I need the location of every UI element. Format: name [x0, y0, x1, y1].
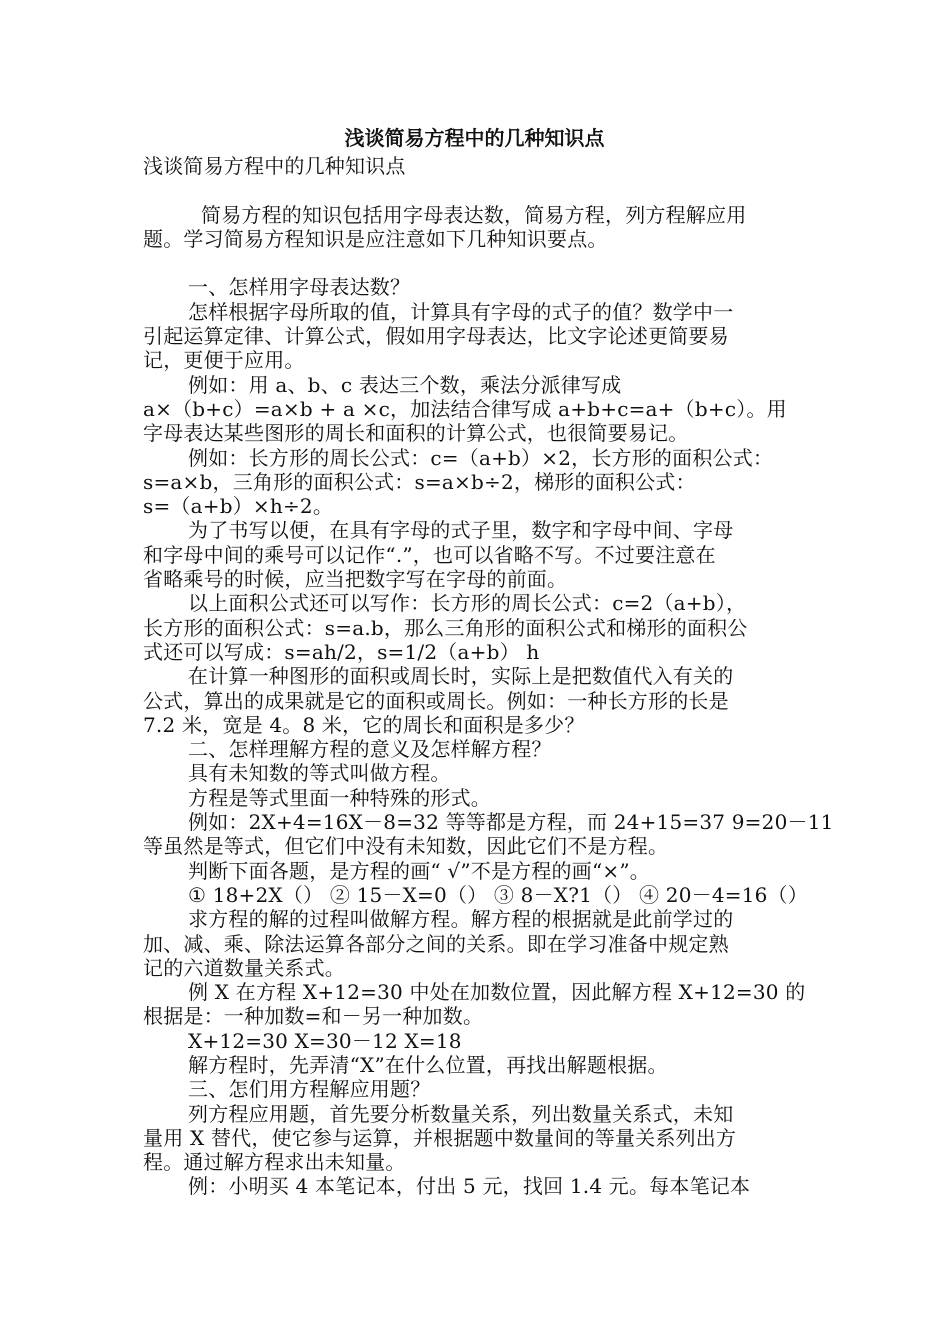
document-title: 浅谈简易方程中的几种知识点 — [344, 126, 605, 150]
text-line: 三、怎们用方程解应用题？ — [188, 1077, 431, 1102]
text-line: 怎样根据字母所取的值，计算具有字母的式子的值？数学中一 — [188, 299, 734, 324]
text-line: a×（b+c）=a×b + a ×c，加法结合律写成 a+b+c=a+（b+c）。用 — [143, 396, 787, 421]
text-line: 记的六道数量关系式。 — [143, 955, 345, 980]
text-line: 在计算一种图形的面积或周长时，实际上是把数值代入有关的 — [188, 664, 734, 689]
document-page — [143, 124, 834, 1199]
text-line: 例如：2X+4=16X－8=32 等等都是方程，而 24+15=37 9=20－11 — [188, 810, 834, 835]
text-line: 题。学习简易方程知识是应注意如下几种知识要点。 — [143, 226, 608, 251]
text-line: 记，更便于应用。 — [143, 348, 305, 373]
text-line: 浅谈简易方程中的几种知识点 — [143, 154, 406, 178]
text-line: 例：小明买 4 本笔记本，付出 5 元，找回 1.4 元。每本笔记本 — [188, 1174, 751, 1199]
text-line: 等虽然是等式，但它们中没有未知数，因此它们不是方程。 — [143, 834, 669, 859]
text-line: ① 18+2X（） ② 15－X=0（） ③ 8－X?1（） ④ 20－4=16（） — [188, 882, 808, 907]
text-line: 加、减、乘、除法运算各部分之间的关系。即在学习准备中规定熟 — [143, 931, 729, 956]
text-line: 具有未知数的等式叫做方程。 — [188, 761, 451, 786]
text-line: 7.2 米，宽是 4。8 米，它的周长和面积是多少？ — [143, 712, 585, 737]
text-line: 和字母中间的乘号可以记作“.”，也可以省略不写。不过要注意在 — [143, 542, 716, 567]
text-line: 引起运算定律、计算公式，假如用字母表达，比文字论述更简要易 — [143, 324, 729, 349]
text-line: 简易方程的知识包括用字母表达数，简易方程，列方程解应用 — [201, 202, 747, 227]
text-line: 一、怎样用字母表达数？ — [188, 275, 411, 300]
text-line: 长方形的面积公式：s=a.b，那么三角形的面积公式和梯形的面积公 — [143, 615, 748, 640]
text-line: s=a×b，三角形的面积公式：s=a×b÷2，梯形的面积公式： — [143, 469, 696, 494]
blank-line — [143, 178, 806, 202]
text-line: 例如：用 a、b、c 表达三个数，乘法分派律写成 — [188, 372, 622, 397]
text-line: 例 X 在方程 X+12=30 中处在加数位置，因此解方程 X+12=30 的 — [188, 980, 806, 1005]
text-line: 列方程应用题，首先要分析数量关系，列出数量关系式，未知 — [188, 1101, 734, 1126]
text-line: 式还可以写成：s=ah/2，s=1/2（a+b） h — [143, 639, 540, 664]
text-line: 二、怎样理解方程的意义及怎样解方程？ — [188, 737, 552, 762]
text-line: 方程是等式里面一种特殊的形式。 — [188, 785, 491, 810]
text-line: s=（a+b）×h÷2。 — [143, 494, 334, 519]
text-line: 根据是：一种加数=和－另一种加数。 — [143, 1004, 484, 1029]
text-line: 字母表达某些图形的周长和面积的计算公式，也很简要易记。 — [143, 421, 689, 446]
text-line: X+12=30 X=30－12 X=18 — [188, 1028, 462, 1053]
text-line: 省略乘号的时候，应当把数字写在字母的前面。 — [143, 567, 568, 592]
blank-line — [143, 251, 806, 275]
text-line: 例如：长方形的周长公式：c=（a+b）×2，长方形的面积公式： — [188, 445, 774, 470]
text-line: 程。通过解方程求出未知量。 — [143, 1150, 406, 1175]
text-line: 为了书写以便，在具有字母的式子里，数字和字母中间、字母 — [188, 518, 734, 543]
text-line: 以上面积公式还可以写作：长方形的周长公式：c=2（a+b）， — [188, 591, 747, 616]
text-line: 量用 X 替代，使它参与运算，并根据题中数量间的等量关系列出方 — [143, 1125, 737, 1150]
text-line: 求方程的解的过程叫做解方程。解方程的根据就是此前学过的 — [188, 907, 734, 932]
text-line: 解方程时，先弄清“X”在什么位置，再找出解题根据。 — [188, 1052, 668, 1077]
text-line: 公式，算出的成果就是它的面积或周长。例如：一种长方形的长是 — [143, 688, 729, 713]
text-line: 判断下面各题，是方程的画“ √”不是方程的画“×”。 — [188, 858, 650, 883]
document-body — [143, 154, 834, 1199]
